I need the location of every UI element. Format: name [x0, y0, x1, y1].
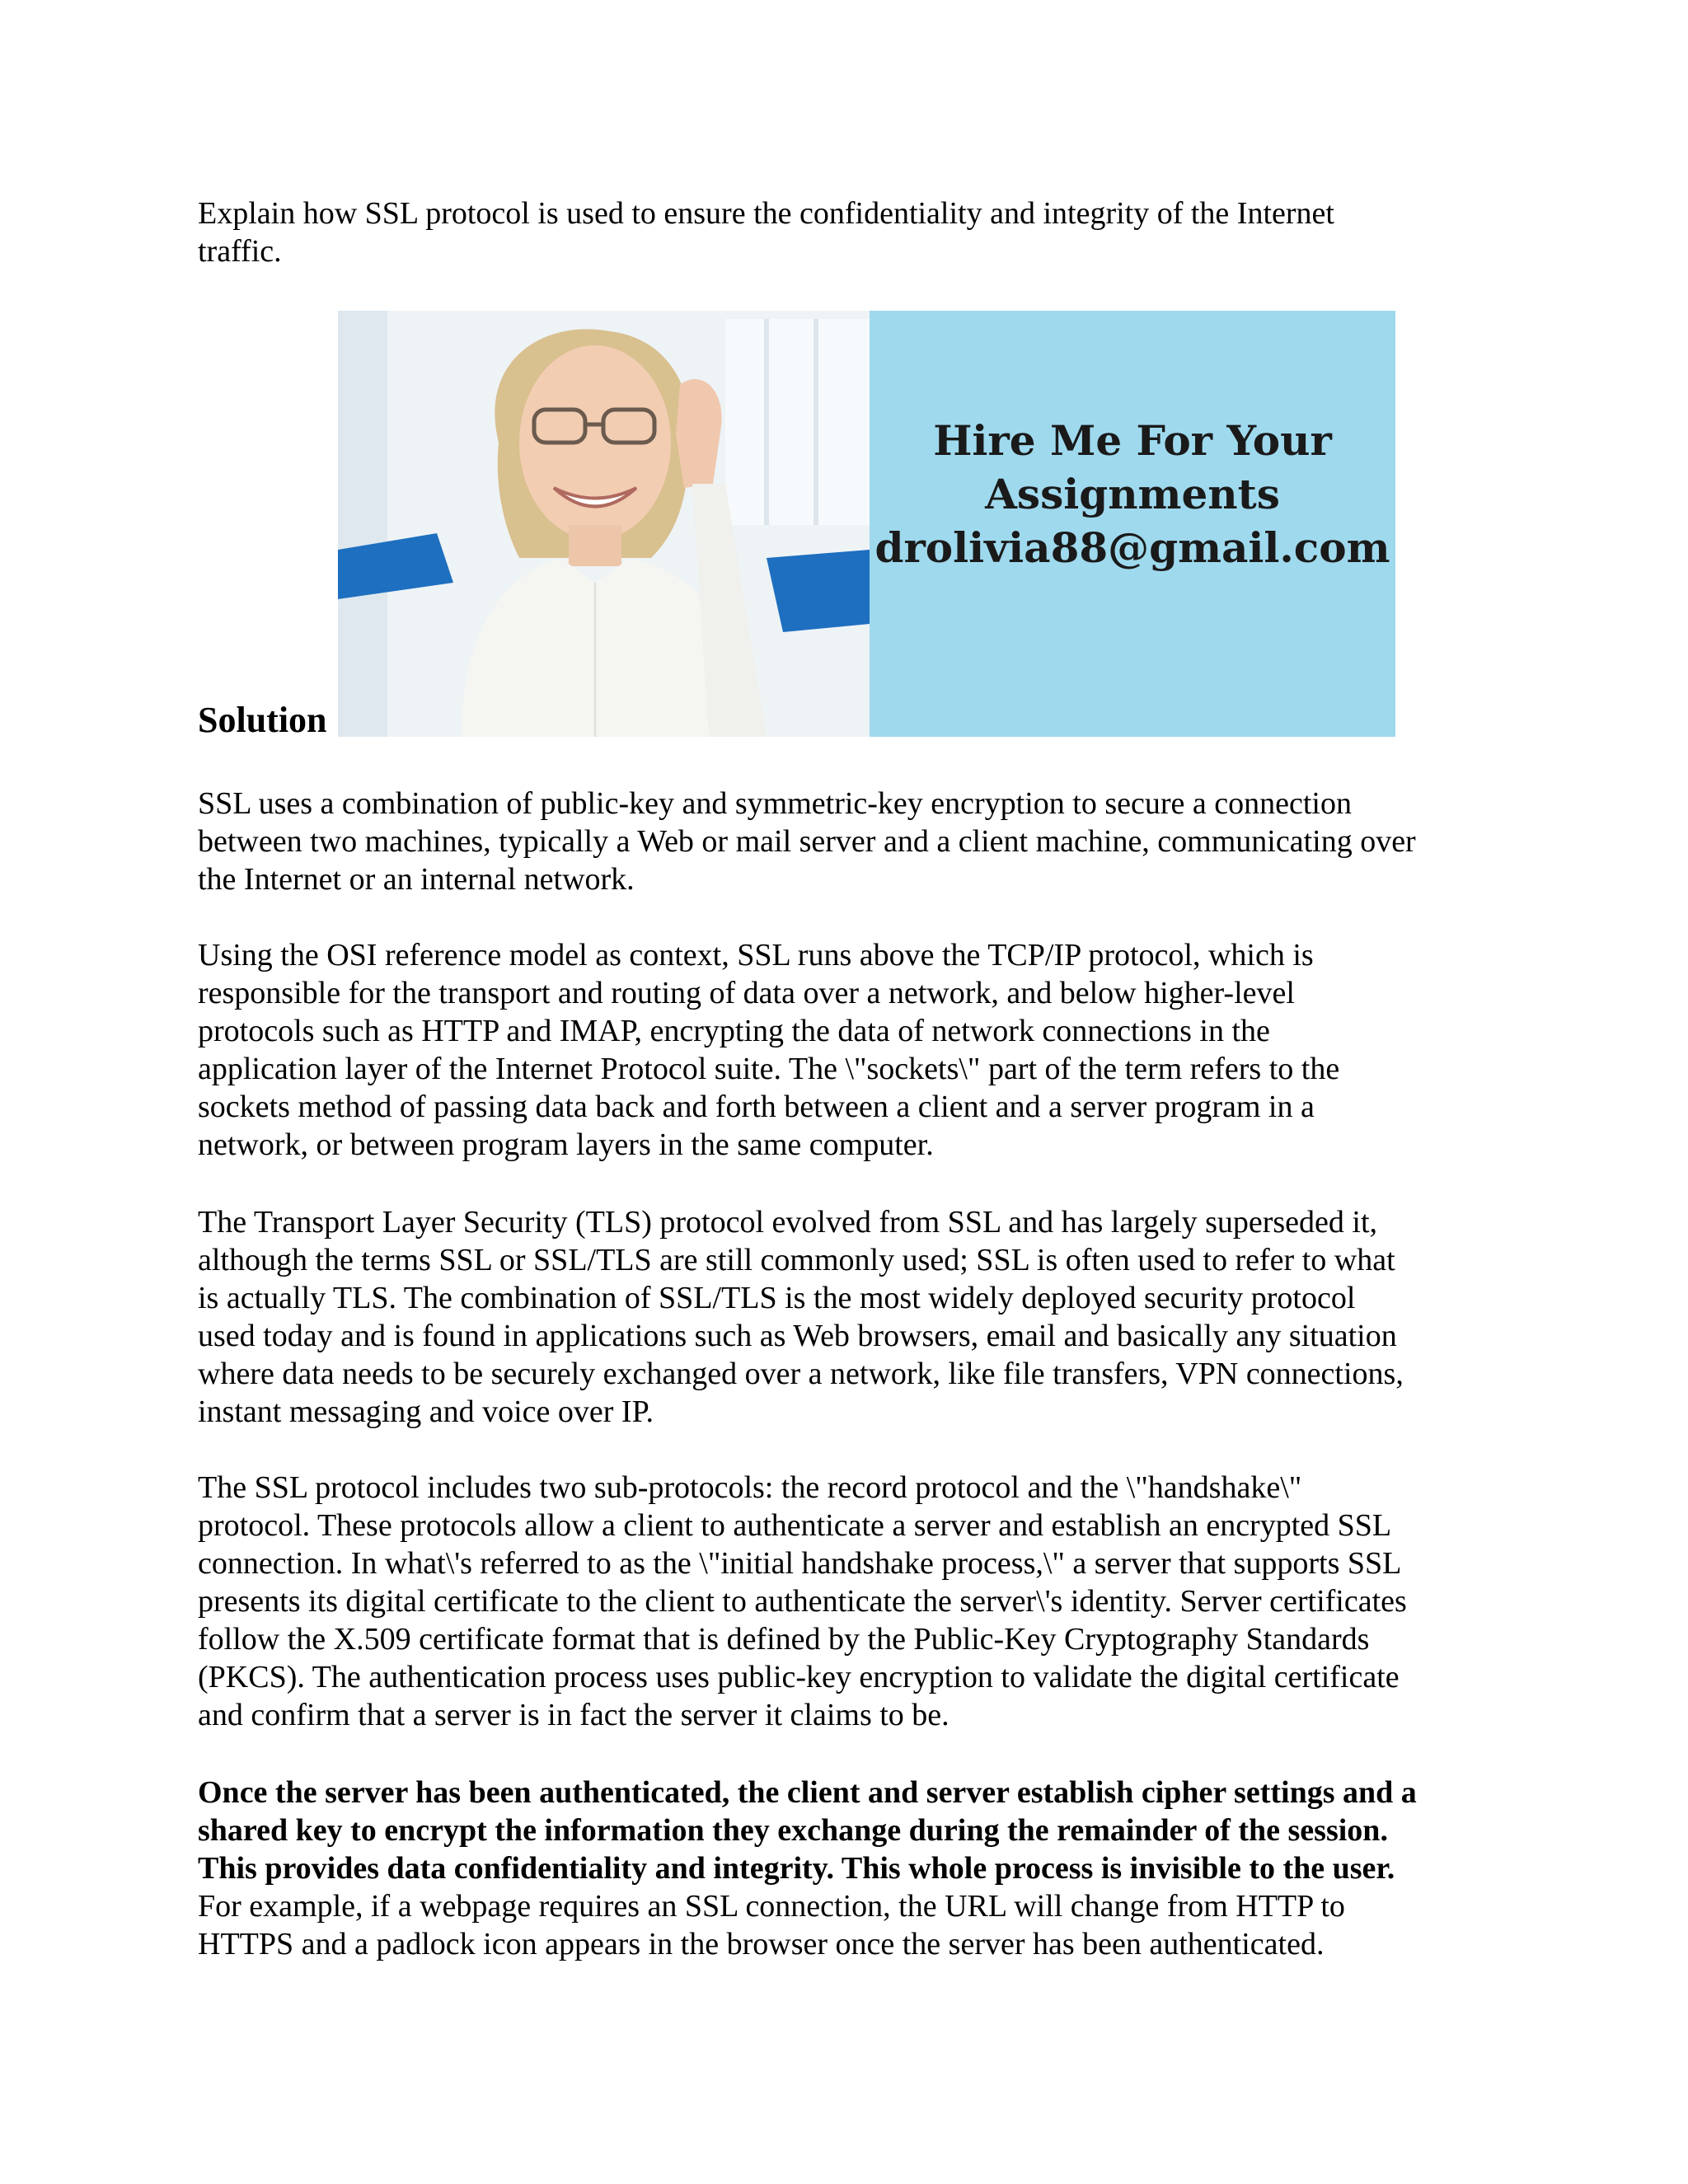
paragraph-line: the Internet or an internal network. [198, 862, 635, 897]
paragraph-line-bold: This provides data confidentiality and integrity. This whole process is invisible to the user. [198, 1851, 1395, 1886]
paragraph-line: although the terms SSL or SSL/TLS are still commonly used; SSL is often used to refer to what [198, 1243, 1395, 1277]
ad-banner-image [338, 311, 1395, 737]
paragraph-line-bold: shared key to encrypt the information they exchange during the remainder of the session. [198, 1813, 1388, 1848]
paragraph [198, 1774, 1517, 1963]
paragraph-line: connection. In what\'s referred to as the \"initial handshake process,\" a server that supports SSL [198, 1546, 1402, 1581]
paragraph [198, 1469, 1517, 1734]
paragraph-line: Using the OSI reference model as context, SSL runs above the TCP/IP protocol, which is [198, 938, 1314, 972]
paragraph-line: network, or between program layers in the same computer. [198, 1127, 934, 1162]
ad-headline: Hire Me For Your [933, 416, 1332, 465]
paragraph-line: For example, if a webpage requires an SSL connection, the URL will change from HTTP to [198, 1889, 1345, 1924]
paragraph-line: sockets method of passing data back and forth between a client and a server program in a [198, 1090, 1315, 1124]
paragraph-line: used today and is found in applications such as Web browsers, email and basically any situation [198, 1319, 1397, 1353]
paragraph-line: between two machines, typically a Web or mail server and a client machine, communicating over [198, 824, 1416, 859]
paragraph-line: application layer of the Internet Protocol suite. The \"sockets\" part of the term refers to the [198, 1052, 1340, 1086]
paragraph-line: instant messaging and voice over IP. [198, 1394, 654, 1429]
paragraph-line: follow the X.509 certificate format that is defined by the Public-Key Cryptography Standards [198, 1622, 1370, 1657]
paragraph-line: is actually TLS. The combination of SSL/TLS is the most widely deployed security protocol [198, 1281, 1356, 1315]
paragraph [198, 785, 1517, 898]
ad-text-panel [870, 311, 1395, 737]
paragraph-line: HTTPS and a padlock icon appears in the browser once the server has been authenticated. [198, 1927, 1325, 1961]
paragraph-line: SSL uses a combination of public-key and symmetric-key encryption to secure a connection [198, 786, 1352, 821]
paragraph-line: The SSL protocol includes two sub-protocols: the record protocol and the \"handshake\" [198, 1470, 1302, 1505]
paragraph-line: (PKCS). The authentication process uses public-key encryption to validate the digital certificate [198, 1660, 1400, 1694]
ad-headline: Assignments [985, 470, 1280, 518]
paragraph [198, 936, 1517, 1164]
paragraph-line: presents its digital certificate to the client to authenticate the server\'s identity. Server certificates [198, 1584, 1407, 1619]
paragraph-line: responsible for the transport and routing of data over a network, and below higher-level [198, 976, 1295, 1010]
question-text [198, 194, 1517, 270]
paragraph-line: and confirm that a server is in fact the server it claims to be. [198, 1698, 950, 1732]
paragraph-line: where data needs to be securely exchanged over a network, like file transfers, VPN connections, [198, 1357, 1404, 1391]
paragraph-line: protocol. These protocols allow a client to authenticate a server and establish an encrypted SSL [198, 1508, 1392, 1543]
woman-photo [338, 311, 870, 737]
ad-email: drolivia88@gmail.com [874, 523, 1390, 572]
solution-heading: Solution [198, 700, 327, 740]
paragraph [198, 1203, 1517, 1431]
paragraph-line: The Transport Layer Security (TLS) protocol evolved from SSL and has largely superseded it, [198, 1205, 1378, 1240]
paragraph-line-bold: Once the server has been authenticated, the client and server establish cipher settings and a [198, 1775, 1417, 1810]
paragraph-line: protocols such as HTTP and IMAP, encrypting the data of network connections in the [198, 1014, 1270, 1048]
question-line: Explain how SSL protocol is used to ensure the confidentiality and integrity of the Internet [198, 196, 1334, 231]
question-line: traffic. [198, 234, 282, 269]
